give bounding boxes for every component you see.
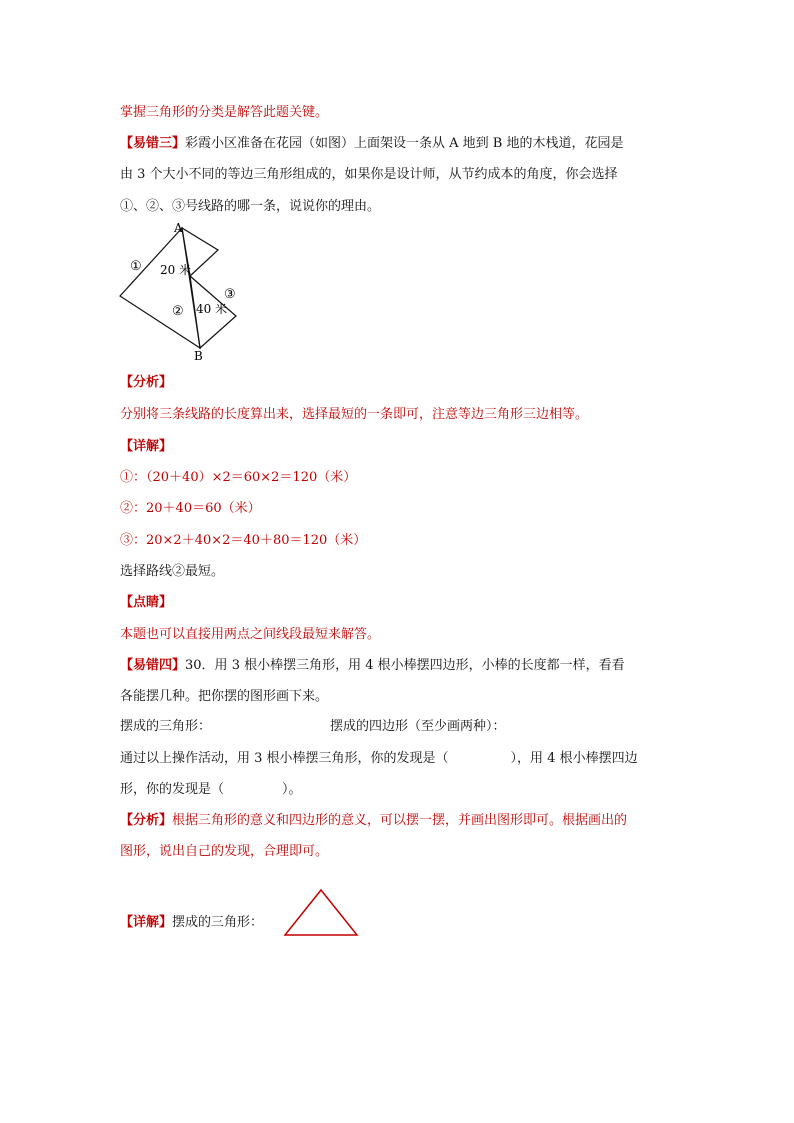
label-b: B (194, 349, 203, 363)
length-large-label: 40 米 (196, 302, 228, 316)
length-small-label: 20 米 (160, 263, 192, 277)
problem3-tag: 【易错三】 (120, 136, 186, 151)
problem3-comment-tag: 【点睛】 (120, 595, 173, 610)
find2-text-a: 形，你的发现是（ (120, 782, 225, 797)
problem3-detail1: ①：（20＋40）×2＝60×2＝120（米） (120, 470, 357, 485)
problem3-line1 (120, 135, 624, 153)
problem4-find-line1 (120, 750, 638, 768)
drawn-triangle-figure (282, 887, 362, 939)
drawn-triangle (285, 890, 357, 935)
route2-label: ② (172, 304, 184, 319)
problem4-tag: 【易错四】 (120, 658, 186, 673)
find1-text-a: 通过以上操作活动，用 3 根小棒摆三角形，你的发现是（ (120, 751, 449, 766)
problem4-find-line2 (120, 781, 302, 799)
route1-label: ① (130, 259, 142, 274)
label-a: A (174, 221, 183, 235)
problem4-text1: 30．用 3 根小棒摆三角形，用 4 根小棒摆四边形，小棒的长度都一样，看看 (185, 658, 625, 673)
intro-text: 掌握三角形的分类是解答此题关键。 (120, 105, 329, 120)
problem3-comment: 本题也可以直接用两点之间线段最短来解答。 (120, 627, 381, 642)
problem3-detail3: ③：20×2＋40×2＝40＋80＝120（米） (120, 533, 367, 548)
problem4-analysis1: 根据三角形的意义和四边形的意义，可以摆一摆，并画出图形即可。根据画出的 (172, 813, 628, 828)
problem4-line1 (120, 657, 625, 675)
problem4-analysis-line1 (120, 812, 627, 830)
problem4-tri-label: 摆成的三角形： (120, 719, 212, 734)
problem4-detail-line (120, 914, 263, 932)
problem3-detail-tag: 【详解】 (120, 439, 173, 454)
problem3-line2: 由 3 个大小不同的等边三角形组成的，如果你是设计师，从节约成本的角度，你会选择 (120, 167, 618, 182)
problem4-analysis-tag: 【分析】 (120, 813, 173, 828)
problem4-detail-label: 摆成的三角形： (172, 915, 264, 930)
problem3-text1: 彩霞小区准备在花园（如图）上面架设一条从 A 地到 B 地的木栈道，花园是 (185, 136, 624, 151)
problem3-analysis: 分别将三条线路的长度算出来，选择最短的一条即可，注意等边三角形三边相等。 (120, 407, 589, 422)
problem4-line2: 各能摆几种。把你摆的图形画下来。 (120, 689, 329, 704)
problem3-detail2: ②：20＋40＝60（米） (120, 501, 261, 516)
problem3-analysis-tag: 【分析】 (120, 375, 173, 390)
route3-label: ③ (224, 287, 236, 302)
problem3-line3: ①、②、③号线路的哪一条，说说你的理由。 (120, 199, 381, 214)
problem4-detail-tag: 【详解】 (120, 915, 173, 930)
garden-figure (110, 218, 260, 363)
find1-text-b: ），用 4 根小棒摆四边 (510, 751, 638, 766)
problem4-analysis-line2: 图形，说出自己的发现，合理即可。 (120, 844, 329, 859)
triangle-large-left (120, 228, 200, 348)
find2-text-b: ）。 (282, 782, 302, 797)
problem4-quad-label: 摆成的四边形（至少画两种）： (330, 719, 506, 734)
problem3-conclusion: 选择路线②最短。 (120, 564, 225, 579)
